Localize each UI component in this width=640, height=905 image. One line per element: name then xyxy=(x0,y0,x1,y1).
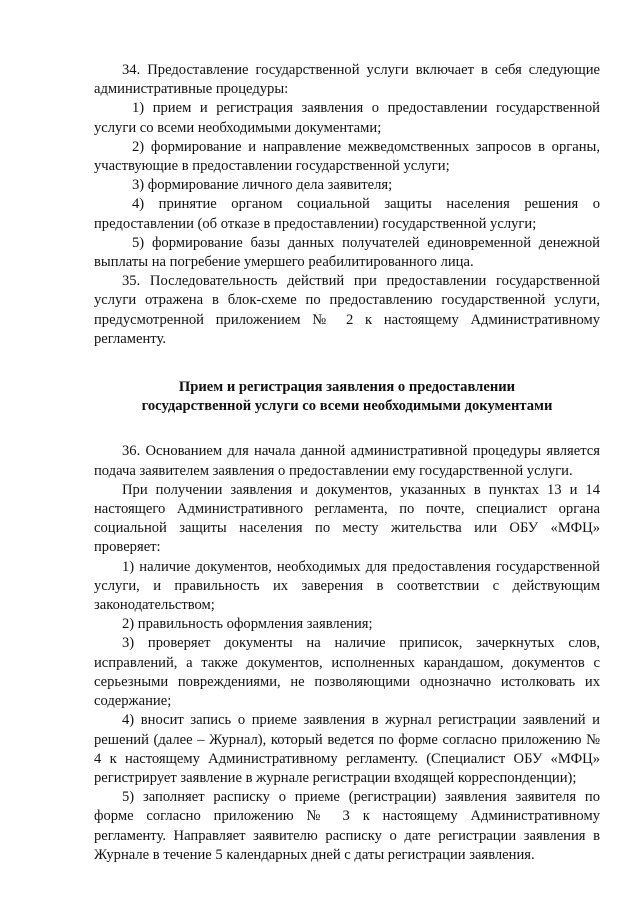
section-spacer xyxy=(94,349,600,378)
check-item-1: 1) наличие документов, необходимых для предоставления государственной услуги, и правильность их заверения в соответствии с действующим законодательством; xyxy=(94,558,600,614)
paragraph-35: 35. Последовательность действий при предоставлении государственной услуги отражена в блок-схеме по предоставлению государственной услуги, предусмотренной приложением № 2 к настоящему Административному регламенту. xyxy=(94,273,600,347)
document-body xyxy=(94,61,600,865)
list-item-1: 1) прием и регистрация заявления о предоставлении государственной услуги со всеми необходимыми документами; xyxy=(94,100,600,136)
section-heading-line-2: государственной услуги со всеми необходимыми документами xyxy=(141,398,553,415)
section-heading-line-1: Прием и регистрация заявления о предоставлении xyxy=(178,379,516,396)
list-item-3: 3) формирование личного дела заявителя; xyxy=(132,177,393,194)
heading-spacer xyxy=(94,416,600,442)
paragraph-mail-check: При получении заявления и документов, указанных в пунктах 13 и 14 настоящего Административного регламента, по почте, специалист органа социальной защиты населения по месту жительства или ОБУ «МФЦ» проверяет: xyxy=(94,481,600,556)
list-item-4: 4) принятие органом социальной защиты населения решения о предоставлении (об отказе в предоставлении) государственной услуги; xyxy=(94,196,600,232)
paragraph-36: 36. Основанием для начала данной административной процедуры является подача заявителем заявления о предоставлении ему государственной услуги. xyxy=(94,443,600,479)
list-item-5: 5) формирование базы данных получателей единовременной денежной выплаты на погребение умершего реабилитированного лица. xyxy=(94,234,600,271)
paragraph-34: 34. Предоставление государственной услуги включает в себя следующие административные процедуры: xyxy=(94,62,600,98)
check-item-4: 4) вносит запись о приеме заявления в журнал регистрации заявлений и решений (далее – Журнал), который ведется по форме согласно приложению № 4 к настоящему Административному регламенту. (Специалист ОБУ «МФЦ» регистрирует заявление в журнале регистрации входящей корреспонденции); xyxy=(94,712,600,786)
check-item-5: 5) заполняет расписку о приеме (регистрации) заявления заявителя по форме согласно приложению № 3 к настоящему Административному регламенту. Направляет заявителю расписку о дате регистрации заявления в Журнале в течение 5 календарных дней с даты регистрации заявления. xyxy=(94,789,600,863)
check-item-2: 2) правильность оформления заявления; xyxy=(122,616,373,633)
check-item-3: 3) проверяет документы на наличие приписок, зачеркнутых слов, исправлений, а также документов, исполненных карандашом, документов с серьезными повреждениями, не позволяющими однозначно истолковать их содержание; xyxy=(94,635,600,710)
list-item-2: 2) формирование и направление межведомственных запросов в органы, участвующие в предоставлении государственной услуги; xyxy=(94,138,600,175)
